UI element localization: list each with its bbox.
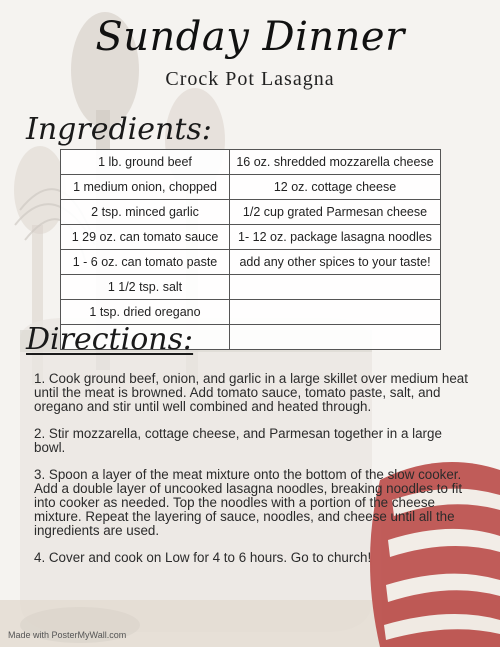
direction-step: 3. Spoon a layer of the meat mixture onto the bottom of the slow cooker. Add a double layer of uncooked lasagna noodles, breaking noodles to fit into cooker as needed. Top the noodles with a portion of the cheese mixture. Repeat the layering of sauce, noodles, and cheese until all the ingredients are used. — [34, 467, 463, 538]
table-cell: add any other spices to your taste! — [230, 250, 441, 275]
table-cell: 1/2 cup grated Parmesan cheese — [230, 200, 441, 225]
table-cell: 1 - 6 oz. can tomato paste — [61, 250, 230, 275]
direction-step: 1. Cook ground beef, onion, and garlic in a large skillet over medium heat until the meat is browned. Add tomato sauce, tomato paste, salt, and oregano and stir until well combined and heated through. — [34, 371, 468, 414]
direction-step: 4. Cover and cook on Low for 4 to 6 hours. Go to church! — [34, 550, 372, 565]
table-cell: 12 oz. cottage cheese — [230, 175, 441, 200]
ingredients-table — [60, 149, 441, 350]
table-cell: 1 tsp. dried oregano — [61, 300, 230, 325]
table-row — [61, 275, 441, 300]
table-cell: 1- 12 oz. package lasagna noodles — [230, 225, 441, 250]
table-cell: 1 medium onion, chopped — [61, 175, 230, 200]
table-cell: 1 1/2 tsp. salt — [61, 275, 230, 300]
table-row — [61, 250, 441, 275]
table-cell — [230, 275, 441, 300]
table-cell: 16 oz. shredded mozzarella cheese — [230, 150, 441, 175]
table-row — [61, 150, 441, 175]
table-cell: 1 29 oz. can tomato sauce — [61, 225, 230, 250]
page-title: Sunday Dinner — [95, 14, 405, 60]
direction-step: 2. Stir mozzarella, cottage cheese, and Parmesan together in a large bowl. — [34, 426, 442, 455]
made-with-footer: Made with PosterMyWall.com — [8, 630, 127, 640]
ingredients-heading: Ingredients: — [26, 112, 212, 147]
table-cell: 2 tsp. minced garlic — [61, 200, 230, 225]
table-row — [61, 300, 441, 325]
directions-list — [34, 372, 474, 578]
table-row — [61, 225, 441, 250]
recipe-subtitle: Crock Pot Lasagna — [165, 68, 335, 90]
table-cell — [230, 325, 441, 350]
directions-heading: Directions: — [26, 322, 194, 357]
table-row — [61, 200, 441, 225]
table-cell: 1 lb. ground beef — [61, 150, 230, 175]
table-cell — [230, 300, 441, 325]
table-row — [61, 175, 441, 200]
